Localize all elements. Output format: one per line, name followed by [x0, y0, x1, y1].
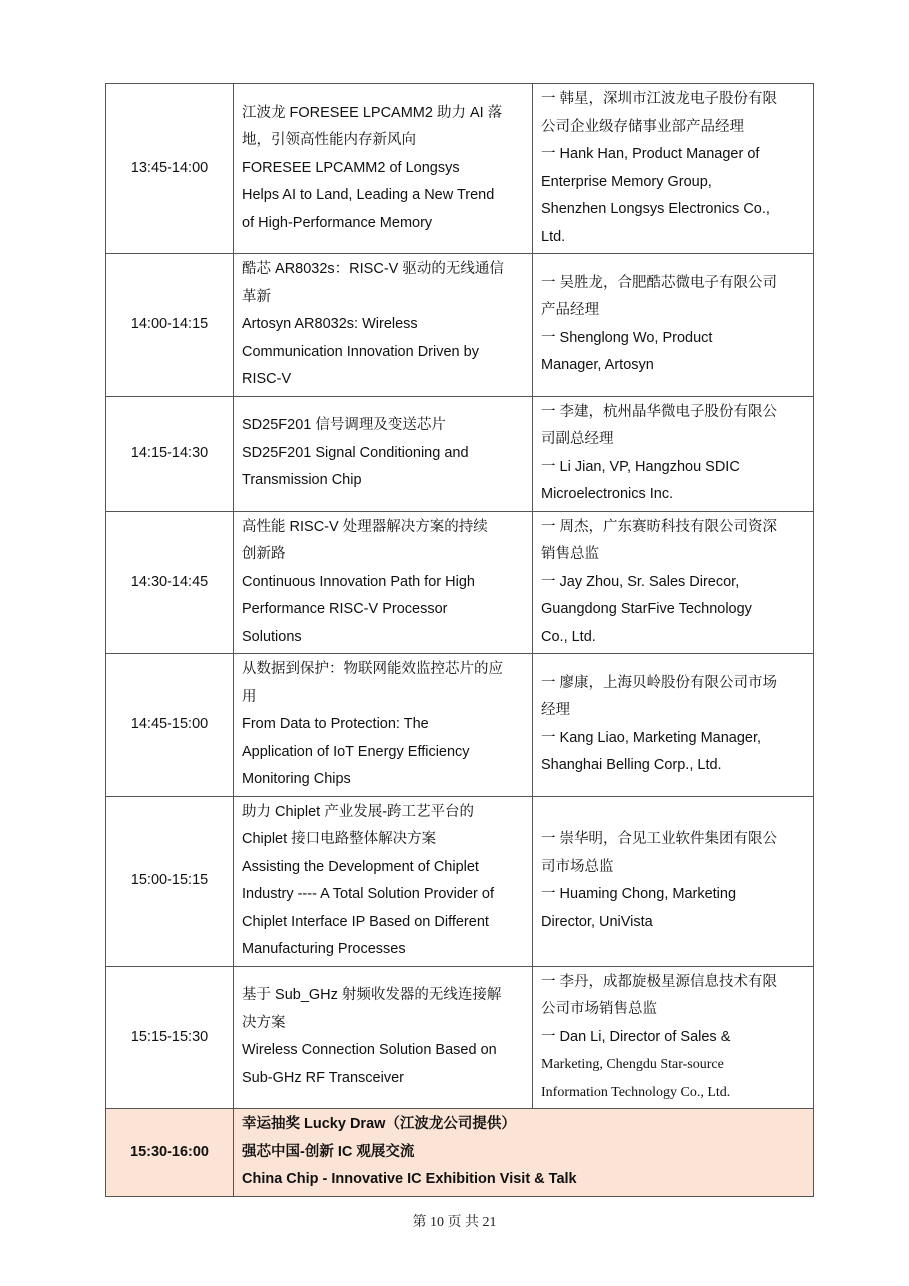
speaker-line: Information Technology Co., Ltd.: [541, 1084, 731, 1100]
speaker-line: 一 韩星，深圳市江波龙电子股份有限: [541, 91, 778, 107]
topic-line: Artosyn AR8032s: Wireless: [242, 316, 418, 332]
speaker-line: 一 周杰，广东赛昉科技有限公司资深: [541, 518, 778, 535]
topic-line: Chiplet 接口电路整体解决方案: [242, 831, 437, 847]
topic-line: 助力 Chiplet 产业发展-跨工艺平台的: [242, 803, 475, 820]
speaker-line: 产品经理: [541, 302, 599, 319]
topic-line: 用: [242, 688, 257, 705]
speaker-line: 一 Dan Li, Director of Sales &: [541, 1028, 731, 1045]
speaker-line: Director, UniVista: [541, 913, 653, 930]
speaker-line: Guangdong StarFive Technology: [541, 601, 752, 617]
topic-line: 决方案: [242, 1014, 286, 1031]
topic-cell: [234, 654, 533, 797]
table-row: [106, 966, 814, 1109]
speaker-line: 一 Kang Liao, Marketing Manager,: [541, 729, 762, 746]
speaker-cell: [533, 396, 814, 511]
speaker-line: Ltd.: [541, 228, 566, 245]
agenda-table: [105, 83, 814, 1197]
speaker-line: Co., Ltd.: [541, 628, 596, 645]
topic-line: 江波龙 FORESEE LPCAMM2 助力 AI 落: [242, 104, 503, 121]
time-cell: 15:30-16:00: [106, 1109, 234, 1197]
topic-line: Sub-GHz RF Transceiver: [242, 1069, 404, 1086]
topic-line: Helps AI to Land, Leading a New Trend: [242, 187, 495, 204]
speaker-line: Manager, Artosyn: [541, 357, 654, 374]
highlight-row: [106, 1109, 814, 1197]
time-cell: 14:15-14:30: [106, 396, 234, 511]
topic-cell: [234, 796, 533, 966]
time-cell: 14:30-14:45: [106, 511, 234, 654]
topic-line: Manufacturing Processes: [242, 941, 406, 957]
topic-line: 创新路: [242, 546, 286, 562]
topic-line: Chiplet Interface IP Based on Different: [242, 913, 489, 930]
table-row: [106, 511, 814, 654]
speaker-line: 一 Shenglong Wo, Product: [541, 329, 713, 346]
speaker-line: 一 崇华明，合见工业软件集团有限公: [541, 831, 778, 847]
speaker-cell: [533, 654, 814, 797]
speaker-line: 经理: [541, 702, 570, 719]
speaker-line: 一 Hank Han, Product Manager of: [541, 146, 760, 162]
speaker-cell: [533, 254, 814, 397]
table-row: [106, 654, 814, 797]
time-cell: 15:15-15:30: [106, 966, 234, 1109]
speaker-line: 公司市场销售总监: [541, 1001, 657, 1017]
speaker-line: 一 李建，杭州晶华微电子股份有限公: [541, 403, 778, 420]
table-row: [106, 84, 814, 254]
speaker-cell: [533, 966, 814, 1109]
topic-cell: [234, 966, 533, 1109]
speaker-line: Marketing, Chengdu Star-source: [541, 1057, 724, 1072]
speaker-cell: [533, 84, 814, 254]
time-cell: 14:45-15:00: [106, 654, 234, 797]
highlight-line: 幸运抽奖 Lucky Draw（江波龙公司提供）: [242, 1116, 516, 1132]
speaker-line: Microelectronics Inc.: [541, 486, 674, 502]
speaker-line: Shanghai Belling Corp., Ltd.: [541, 757, 722, 774]
topic-line: Monitoring Chips: [242, 771, 351, 787]
highlight-line: China Chip - Innovative IC Exhibition Visit & Talk: [242, 1171, 577, 1187]
topic-line: 革新: [242, 288, 271, 305]
topic-cell: [234, 84, 533, 254]
speaker-line: 一 Li Jian, VP, Hangzhou SDIC: [541, 458, 740, 475]
topic-line: FORESEE LPCAMM2 of Longsys: [242, 159, 460, 176]
topic-cell: [234, 396, 533, 511]
speaker-line: 司市场总监: [541, 858, 614, 875]
topic-line: RISC-V: [242, 371, 292, 387]
topic-line: Application of IoT Energy Efficiency: [242, 743, 470, 760]
topic-line: From Data to Protection: The: [242, 716, 429, 732]
time-cell: 15:00-15:15: [106, 796, 234, 966]
time-cell: 14:00-14:15: [106, 254, 234, 397]
highlight-cell: [234, 1109, 814, 1197]
speaker-line: 一 Jay Zhou, Sr. Sales Direcor,: [541, 573, 740, 590]
speaker-line: 司副总经理: [541, 431, 614, 447]
topic-cell: [234, 254, 533, 397]
speaker-line: Enterprise Memory Group,: [541, 173, 712, 190]
speaker-line: 一 Huaming Chong, Marketing: [541, 886, 737, 902]
topic-line: Communication Innovation Driven by: [242, 343, 479, 360]
speaker-line: Shenzhen Longsys Electronics Co.,: [541, 201, 770, 217]
speaker-line: 销售总监: [541, 546, 599, 562]
speaker-cell: [533, 796, 814, 966]
speaker-cell: [533, 511, 814, 654]
speaker-line: 一 廖康，上海贝岭股份有限公司市场: [541, 674, 778, 691]
topic-line: of High-Performance Memory: [242, 214, 433, 231]
topic-line: SD25F201 信号调理及变送芯片: [242, 417, 446, 434]
topic-line: 酷芯 AR8032s：RISC-V 驱动的无线通信: [242, 261, 504, 277]
topic-line: Performance RISC-V Processor: [242, 601, 448, 617]
topic-line: 基于 Sub_GHz 射频收发器的无线连接解: [242, 987, 502, 1004]
topic-line: Continuous Innovation Path for High: [242, 573, 475, 590]
topic-line: Industry ---- A Total Solution Provider of: [242, 886, 494, 902]
page-footer: 第 10 页 共 21: [412, 1215, 497, 1230]
table-row: [106, 796, 814, 966]
topic-line: Assisting the Development of Chiplet: [242, 858, 479, 875]
topic-line: Transmission Chip: [242, 472, 362, 489]
topic-line: Solutions: [242, 628, 302, 645]
topic-line: Wireless Connection Solution Based on: [242, 1042, 497, 1059]
table-row: [106, 254, 814, 397]
topic-line: 高性能 RISC-V 处理器解决方案的持续: [242, 518, 488, 535]
speaker-line: 一 李丹，成都旋极星源信息技术有限: [541, 973, 778, 990]
topic-cell: [234, 511, 533, 654]
time-cell: 13:45-14:00: [106, 84, 234, 254]
speaker-line: 公司企业级存储事业部产品经理: [541, 118, 744, 135]
speaker-line: 一 吴胜龙，合肥酷芯微电子有限公司: [541, 274, 778, 291]
topic-line: 地，引领高性能内存新风向: [242, 132, 416, 149]
table-row: [106, 396, 814, 511]
topic-line: SD25F201 Signal Conditioning and: [242, 444, 469, 461]
highlight-line: 强芯中国-创新 IC 观展交流: [242, 1143, 415, 1160]
topic-line: 从数据到保护：物联网能效监控芯片的应: [242, 661, 503, 677]
